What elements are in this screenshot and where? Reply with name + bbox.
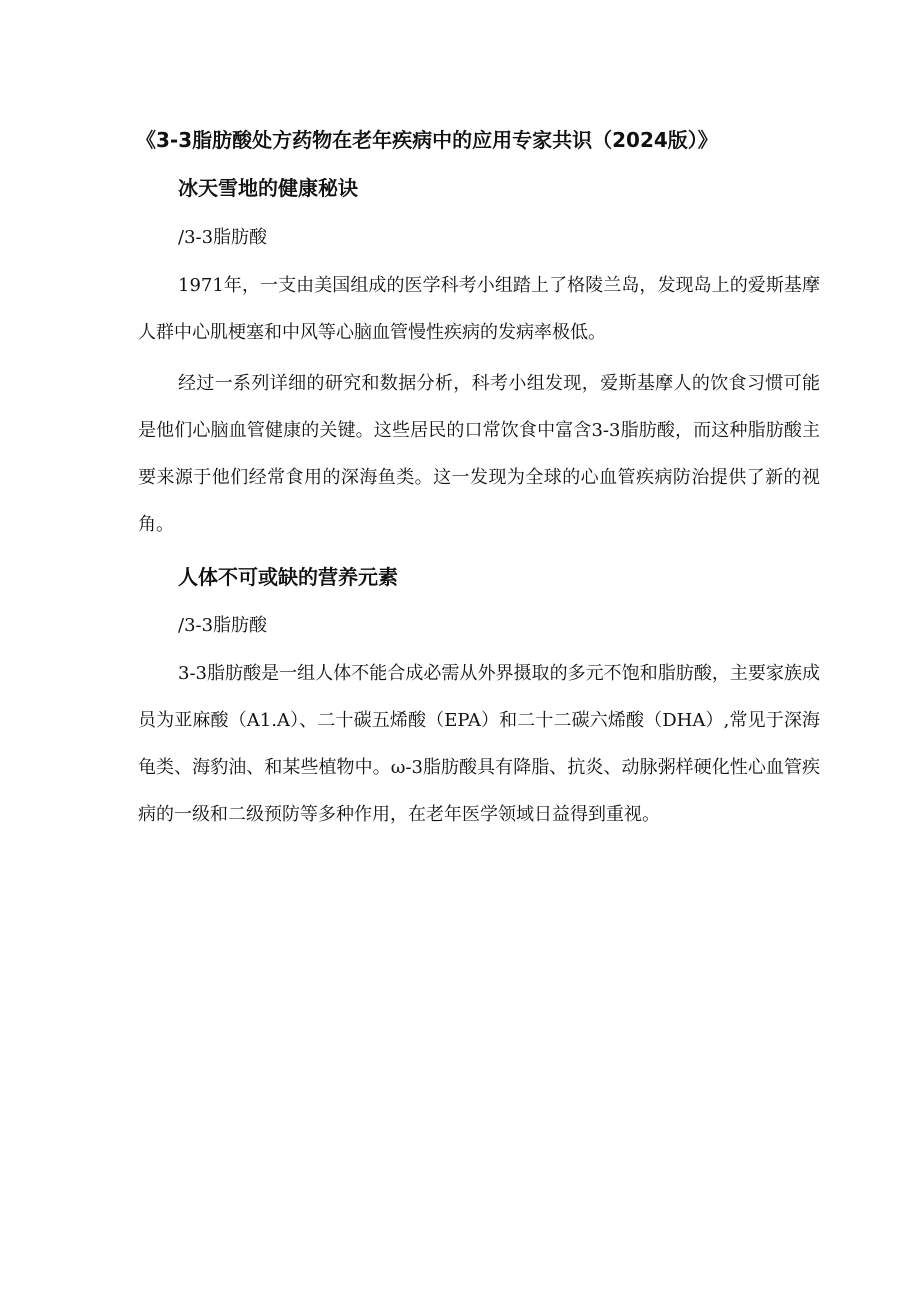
paragraph-omega3-description: 3-3脂肪酸是一组人体不能合成必需从外界摄取的多元不饱和脂肪酸，主要家族成员为亚麻酸（A1.A）、二十碳五烯酸（EPA）和二十二碳六烯酸（DHA）,常见于深海龟类、海豹油、和某些植物中。ω-3脂肪酸具有降脂、抗炎、动脉粥样硬化性心血管疾病的一级和二级预防等多种作用，在老年医学领域日益得到重视。 (138, 663, 820, 825)
paragraph-research-findings: 经过一系列详细的研究和数据分析，科考小组发现，爱斯基摩人的饮食习惯可能是他们心脑血管健康的关键。这些居民的口常饮食中富含3-3脂肪酸，而这种脂肪酸主要来源于他们经常食用的深海鱼类。这一发现为全球的心血管疾病防治提供了新的视角。 (138, 373, 820, 535)
section-kicker: /3-3脂肪酸 (178, 615, 268, 636)
section-heading-ice-snow: 冰天雪地的健康秘诀 (178, 176, 358, 200)
section-kicker: /3-3脂肪酸 (178, 227, 268, 248)
document-title: 《3-3脂肪酸处方药物在老年疾病中的应用专家共识（2024版）》 (136, 128, 718, 152)
paragraph-greenland: 1971年，一支由美国组成的医学科考小组踏上了格陵兰岛，发现岛上的爱斯基摩人群中心肌梗塞和中风等心脑血管慢性疾病的发病率极低。 (138, 275, 820, 343)
section-heading-nutrient: 人体不可或缺的营养元素 (178, 565, 398, 589)
